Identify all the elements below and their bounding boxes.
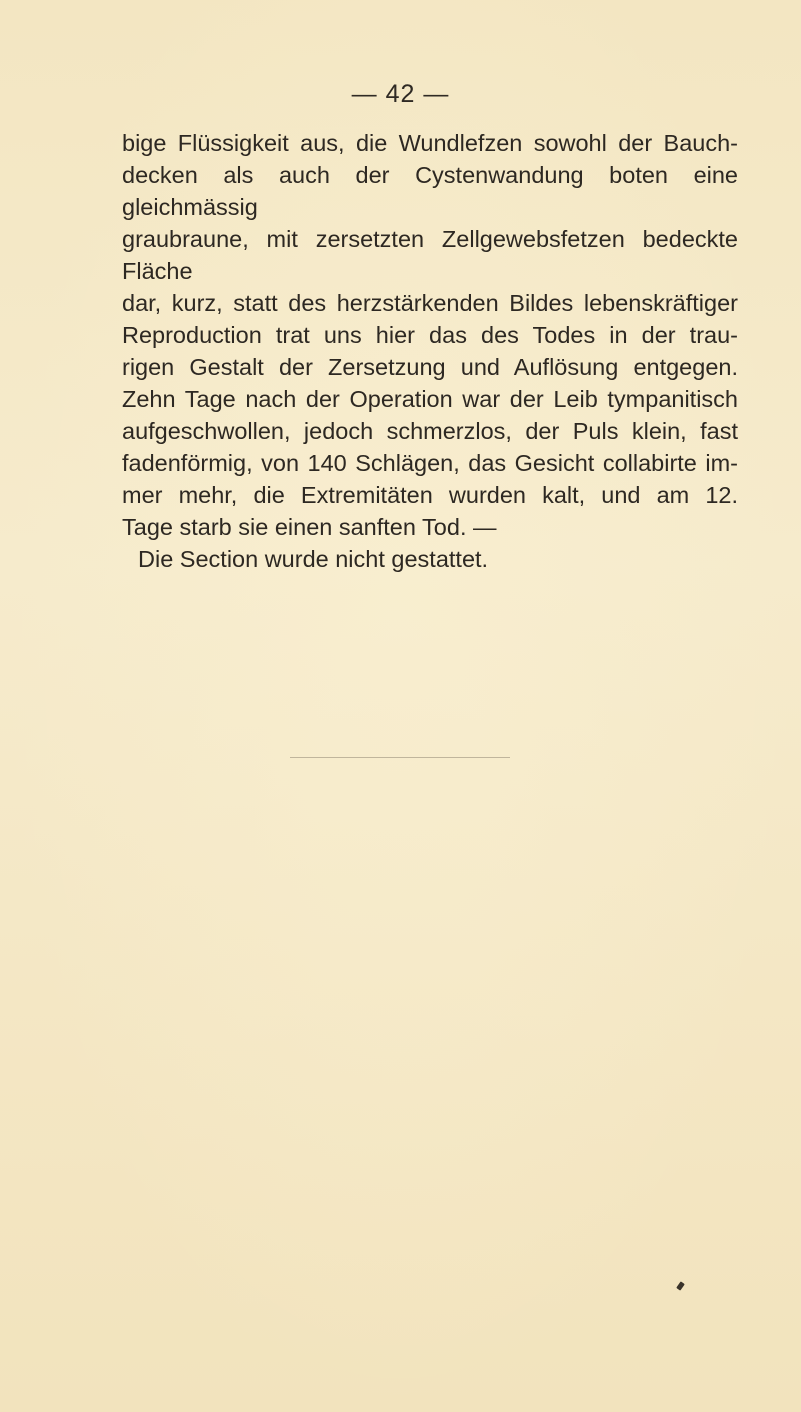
text-line: mer mehr, die Extremitäten wurden kalt, und am 12. [122,482,738,508]
text-line: graubraune, mit zersetzten Zellgewebsfetzen bedeckte Fläche [122,226,738,284]
page-number: — 42 — [351,80,450,108]
text-line: Reproduction trat uns hier das des Todes in der trau- [122,322,738,348]
text-line: decken als auch der Cystenwandung boten eine gleichmässig [122,162,738,220]
ink-speck [676,1281,685,1290]
text-line: Tage starb sie einen sanften Tod. — [122,514,497,540]
text-line: rigen Gestalt der Zersetzung und Auflösung entgegen. [122,354,738,380]
text-line: bige Flüssigkeit aus, die Wundlefzen sowohl der Bauch- [122,130,738,156]
text-line: Zehn Tage nach der Operation war der Leib tympanitisch [122,386,738,412]
text-line: fadenförmig, von 140 Schlägen, das Gesicht collabirte im- [122,450,738,476]
text-line: aufgeschwollen, jedoch schmerzlos, der Puls klein, fast [122,418,738,444]
faint-rule [290,757,510,758]
text-line: dar, kurz, statt des herzstärkenden Bildes lebenskräftiger [122,290,738,316]
body-text [122,127,738,575]
text-line: Die Section wurde nicht gestattet. [138,546,489,572]
